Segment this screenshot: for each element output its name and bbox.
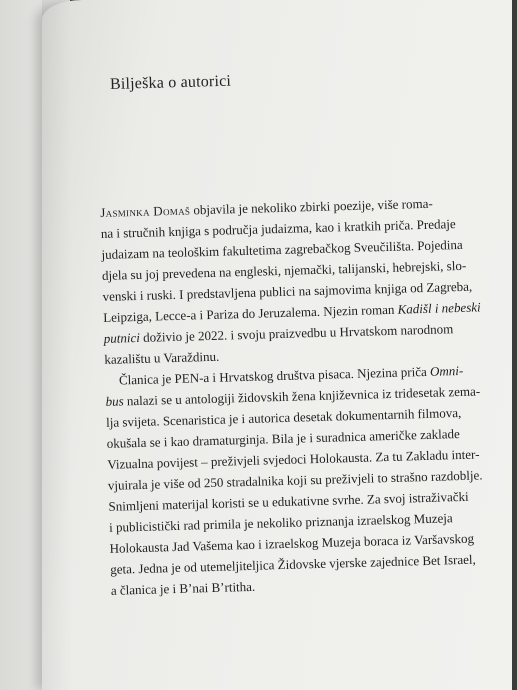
page-heading: Bilješka o autorici: [109, 72, 232, 93]
text-line: Snimljeni materijal koristi se u edukativne svrhe. Za svoj istraživački: [108, 488, 469, 514]
text-line: Članica je PEN-a i Hrvatskog društva pisaca. Njezina priča Omni-: [118, 362, 464, 388]
text-line: kazalištu u Varaždinu.: [104, 348, 220, 367]
text-line: judaizam na teološkim fakultetima zagrebačkog Sveučilišta. Pojedina: [101, 236, 463, 262]
text-line: okušala se i kao dramaturginja. Bila je i suradnica američke zaklade: [106, 426, 460, 451]
story-title: Omni-: [429, 362, 464, 379]
text-line: na i stručnih knjiga s područja judaizma, kao i kratkih priča. Predaje: [100, 216, 456, 241]
book-page: [42, 0, 512, 690]
text-line: putnici doživio je 2022. i svoju praizvedbu u Hrvatskom narodnom: [103, 321, 454, 346]
text-line: Holokausta Jad Vašema kao i izraelskog Muzeja boraca iz Varšavskog: [109, 530, 475, 556]
text-line: lja svijeta. Scenaristica je i autorica desetak dokumentarnih filmova,: [105, 404, 462, 430]
text-line: Vizualna povijest – preživjeli svjedoci Holokausta. Za tu Zakladu inter-: [107, 446, 480, 472]
text-line: bus nalazi se u antologiji židovskih žena književnica iz tridesetak zema-: [105, 383, 481, 409]
text-line: i publicistički rad primila je nekoliko priznanja izraelskog Muzeja: [108, 510, 453, 535]
novel-title-cont: putnici: [103, 329, 141, 346]
text-line: Leipziga, Lecce-a i Pariza do Jeruzalema. Njezin roman Kadišl i nebeski: [103, 299, 481, 325]
text-line: Jasminka Domaš objavila je nekoliko zbirki poezije, više roma-: [100, 195, 433, 220]
text-line: venski i ruski. I predstavljena publici na sajmovima knjiga od Zagreba,: [102, 278, 473, 304]
text-line: a članica je i B’nai B’rtitha.: [110, 578, 256, 598]
text-line: vjuirala je više od 250 stradalnika koji su preživjeli to strašno razdoblje.: [107, 467, 483, 493]
author-name: Jasminka Domaš: [100, 202, 191, 220]
novel-title: Kadišl i nebeski: [397, 299, 481, 317]
story-title-cont: bus: [105, 393, 124, 409]
text-line: djela su joj prevedena na engleski, njemački, talijanski, hebrejski, slo-: [101, 257, 467, 283]
body-text: [100, 189, 517, 600]
text-line: geta. Jedna je od utemeljiteljica Židovske vjerske zajednice Bet Israel,: [110, 551, 476, 577]
